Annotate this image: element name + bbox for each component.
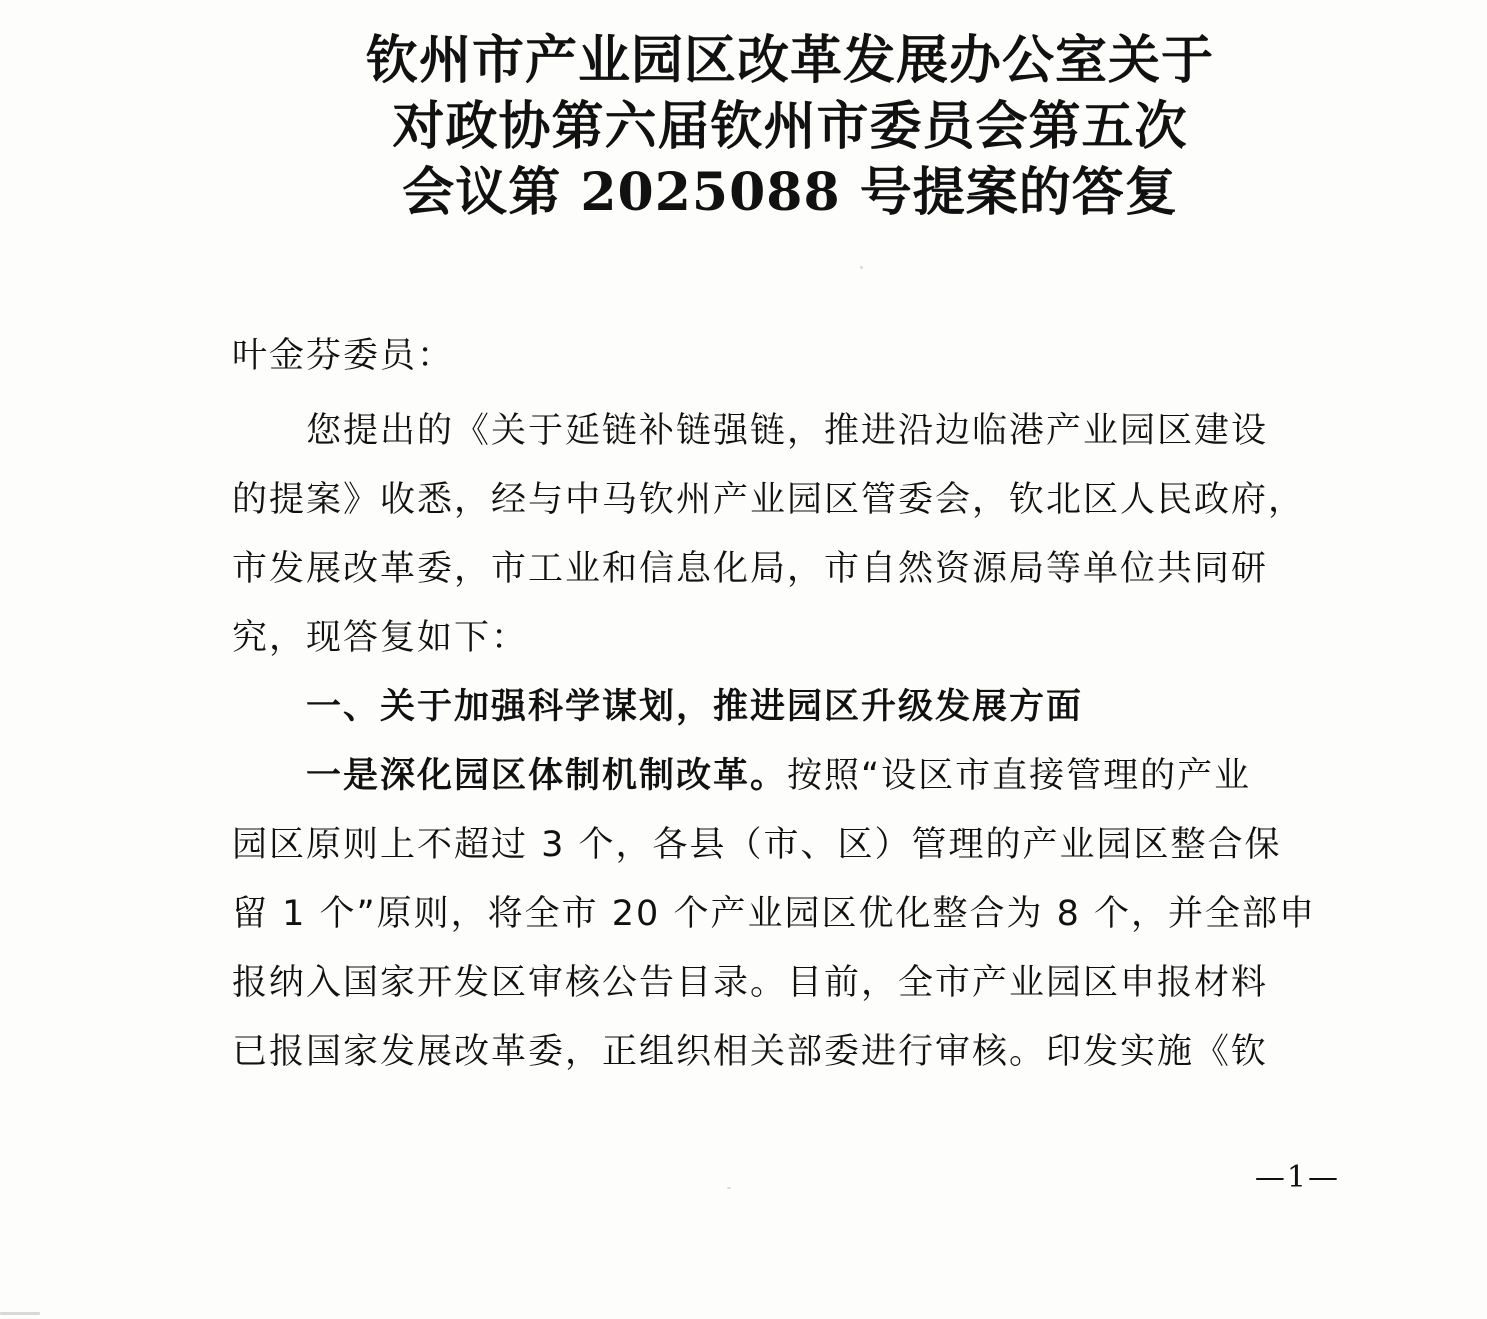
paragraph-1-line-2: 的提案》收悉，经与中马钦州产业园区管委会，钦北区人民政府， bbox=[232, 480, 1306, 520]
salutation: 叶金芬委员： bbox=[232, 336, 455, 376]
scan-speck bbox=[860, 266, 863, 269]
paragraph-1-line-3: 市发展改革委，市工业和信息化局，市自然资源局等单位共同研 bbox=[232, 549, 1269, 589]
title-line-3: 会议第 2025088 号提案的答复 bbox=[402, 162, 1178, 223]
document-body bbox=[232, 322, 1342, 1087]
point-1-line-4: 报纳入国家开发区审核公告目录。目前，全市产业园区申报材料 bbox=[232, 963, 1269, 1003]
title-line-2: 对政协第六届钦州市委员会第五次 bbox=[392, 96, 1188, 157]
point-1-lead: 一是深化园区体制机制改革。 bbox=[306, 756, 788, 796]
section-1-heading: 一、关于加强科学谋划，推进园区升级发展方面 bbox=[306, 687, 1084, 727]
page-number: —1— bbox=[1254, 1160, 1340, 1195]
document-title bbox=[200, 28, 1380, 226]
point-1-line-3: 留 1 个”原则，将全市 20 个产业园区优化整合为 8 个，并全部申 bbox=[232, 894, 1316, 934]
title-line-1: 钦州市产业园区改革发展办公室关于 bbox=[365, 30, 1214, 91]
paragraph-1-line-1: 您提出的《关于延链补链强链，推进沿边临港产业园区建设 bbox=[306, 411, 1269, 451]
point-1-line-5: 已报国家发展改革委，正组织相关部委进行审核。印发实施《钦 bbox=[232, 1032, 1269, 1072]
scan-speck bbox=[727, 1187, 731, 1189]
point-1-line-2: 园区原则上不超过 3 个，各县（市、区）管理的产业园区整合保 bbox=[232, 825, 1282, 865]
paragraph-1-line-4: 究，现答复如下： bbox=[232, 618, 529, 658]
scan-speck bbox=[0, 1312, 40, 1315]
point-1-line-1 bbox=[232, 742, 1342, 811]
point-1-line-1-text: 按照“设区市直接管理的产业 bbox=[787, 756, 1252, 796]
